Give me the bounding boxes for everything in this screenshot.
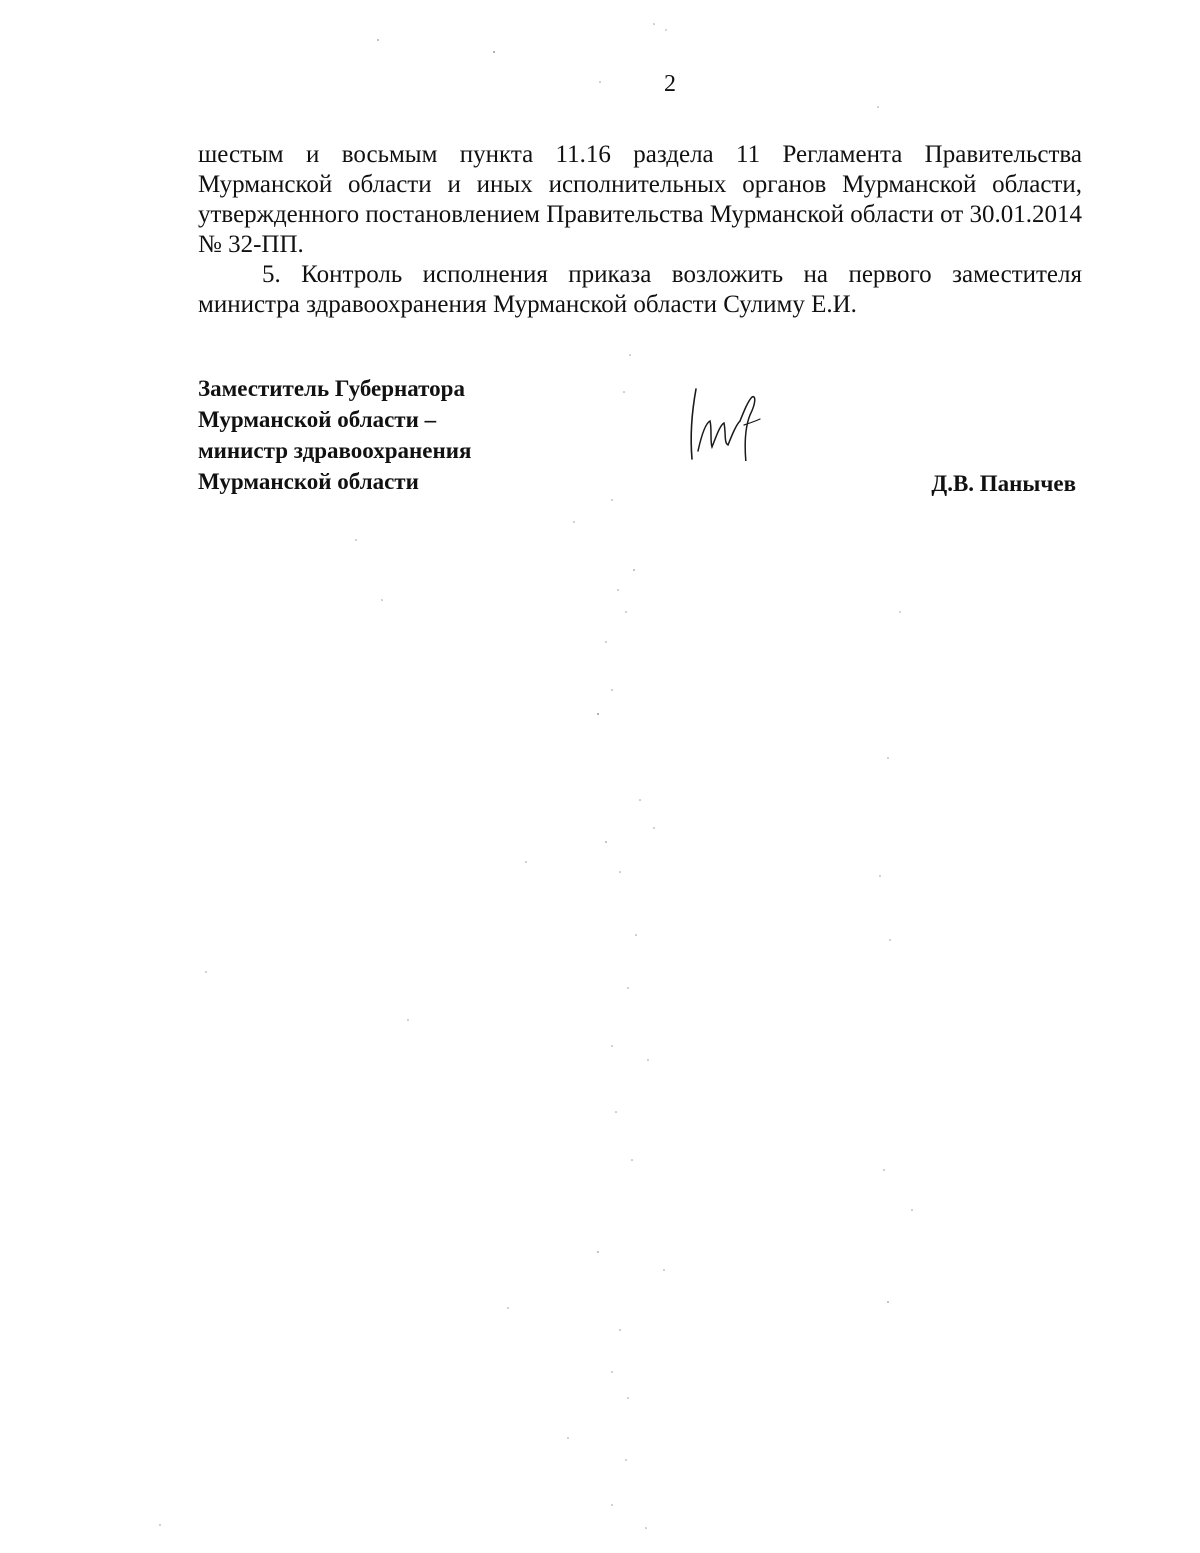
signer-position-line: Мурманской области – [198,407,437,432]
signer-position [198,373,471,497]
handwritten-signature [686,381,766,461]
signer-position-line: Мурманской области [198,469,419,494]
body-paragraph: 5. Контроль исполнения приказа возложить на первого заместителя министра здравоохранения Мурманской области Сулиму Е.И. [198,261,1082,318]
page-number: 2 [664,71,676,97]
signer-position-line: Заместитель Губернатора [198,376,465,401]
body-paragraph: шестым и восьмым пункта 11.16 раздела 11 Регламента Правительства Мурманской области и иных исполнительных органов Мурманской области, утвержденного постановлением Правительства Мурманской области от 30.01.2014 № 32-ПП. [198,141,1082,258]
signer-position-line: министр здравоохранения [198,438,472,463]
signature-block [198,373,1082,503]
document-body [198,140,1082,320]
signer-name: Д.В. Панычев [931,471,1076,496]
